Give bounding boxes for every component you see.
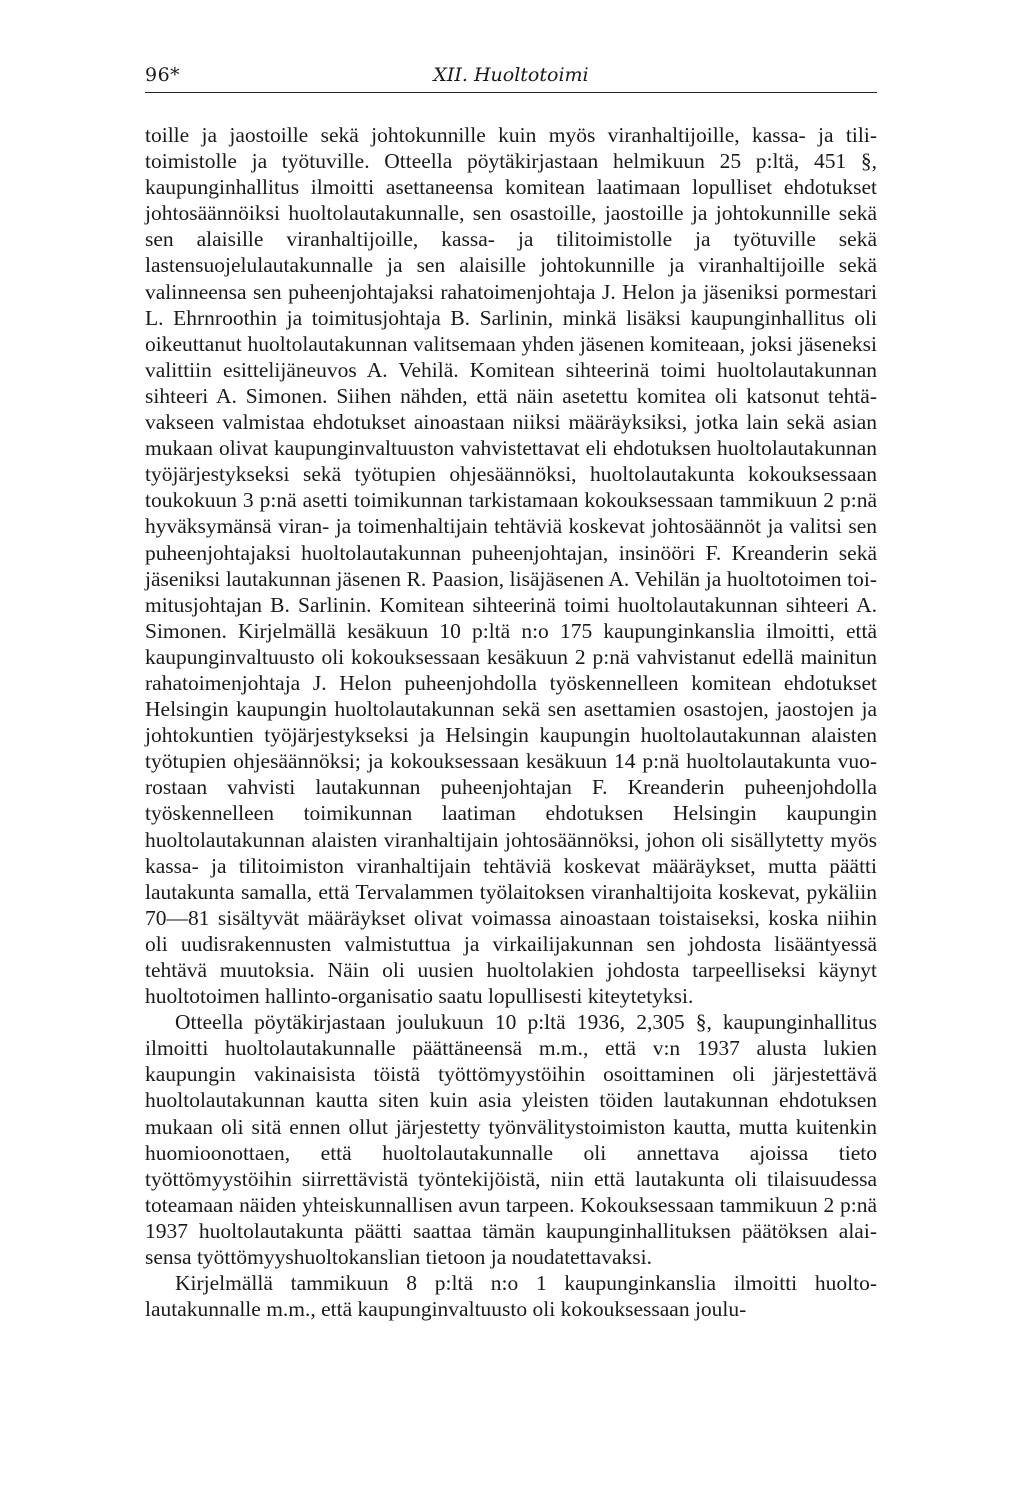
body-text: [145, 122, 877, 1322]
running-header: [145, 58, 877, 94]
paragraph-1: toille ja jaostoille sekä johtokunnille kuin myös viranhaltijoille, kassa- ja tilitoimistolle ja työtuville. Otteella pöytäkirjastaan helmikuun 25 p:ltä, 451 §, kaupunginhallitus ilmoitti asettaneensa komitean laatimaan lopulliset ehdotukset johtosäännöiksi huoltolautakunnalle, sen osastoille, jaostoille ja johtokunnille sekä sen alaisille viranhaltijoille, kassa- ja tilitoimistolle ja työtuville sekä lastensuojelulautakunnalle ja sen alaisille johtokunnille ja viranhaltijoille sekä valinneensa sen puheenjohtajaksi rahatoimenjohtaja J. Helon ja jäseniksi pormestari L. Ehrnroothin ja toimitusjohtaja B. Sarlinin, minkä lisäksi kaupunginhallitus oli oikeuttanut huoltolautakunnan valitsemaan yhden jäsenen komiteaan, joksi jäseneksi valittiin esittelijäneuvos A. Vehilä. Komitean sihteerinä toimi huoltolautakunnan sihteeri A. Simonen. Siihen nähden, että näin asetettu komitea oli katsonut tehtävakseen valmistaa ehdotukset ainoastaan niiksi määräyksiksi, jotka lain sekä asian mukaan olivat kaupunginvaltuuston vahvistettavat eli ehdotuksen huoltolautakunnan työjärjestykseksi sekä työtupien ohjesäännöksi, huoltolautakunta kokouksessaan toukokuun 3 p:nä asetti toimikunnan tarkistamaan kokouksessaan tammikuun 2 p:nä hyväksymänsä viran- ja toimenhaltijain tehtäviä koskevat johtosäännöt ja valitsi sen puheenjohtajaksi huoltolautakunnan puheenjohtajan, insinööri F. Kreanderin sekä jäseniksi lautakunnan jäsenen R. Paasion, lisäjäsenen A. Vehilän ja huoltotoimen toimitusjohtajan B. Sarlinin. Komitean sihteerinä toimi huoltolautakunnan sihteeri A. Simonen. Kirjelmällä kesäkuun 10 p:ltä n:o 175 kaupunginkanslia ilmoitti, että kaupunginvaltuusto oli kokouksessaan kesäkuun 2 p:nä vahvistanut edellä mainitun rahatoimenjohtaja J. Helon puheenjohdolla työskennelleen komitean ehdotukset Helsingin kaupungin huoltolautakunnan sekä sen asettamien osastojen, jaostojen ja johtokuntien työjärjestykseksi ja Helsingin kaupungin huoltolautakunnan alaisten työtupien ohjesäännöksi; ja kokouksessaan kesäkuun 14 p:nä huoltolautakunta vuorostaan vahvisti lautakunnan puheenjohtajan F. Kreanderin puheenjohdolla työskennelleen toimikunnan laatiman ehdotuksen Helsingin kaupungin huoltolautakunnan alaisten viranhaltijain johtosäännöksi, johon oli sisällytetty myös kassa- ja tilitoimiston viranhaltijain tehtäviä koskevat määräykset, mutta päätti lautakunta samalla, että Tervalammen työlaitoksen viranhaltijoita koskevat, pykäliin 70—81 sisältyvät määräykset olivat voimassa ainoastaan toistaiseksi, koska niihin oli uudisrakennusten valmistuttua ja virkailijakunnan sen johdosta lisääntyessä tehtävä muutoksia. Näin oli uusien huoltolakien johdosta tarpeelliseksi käynyt huoltotoimen hallinto-organisatio saatu lopullisesti kiteytetyksi.: [145, 123, 877, 1009]
paragraph-3: Kirjelmällä tammikuun 8 p:ltä n:o 1 kaupunginkanslia ilmoitti huoltolautakunnalle m.m., että kaupunginvaltuusto oli kokouksessaan joulu-: [145, 1271, 877, 1322]
section-title: XII. Huoltotoimi: [433, 64, 589, 86]
header-rule: [145, 92, 877, 93]
page-number: 96*: [145, 64, 181, 86]
paragraph-2: Otteella pöytäkirjastaan joulukuun 10 p:ltä 1936, 2,305 §, kaupunginhallitus ilmoitti huoltolautakunnalle päättäneensä m.m., että v:n 1937 alusta lukien kaupungin vakinaisista töistä työttömyystöihin osoittaminen oli järjestettävä huoltolautakunnan kautta siten kuin asia yleisten töiden lautakunnan ehdotuksen mukaan oli sitä ennen ollut järjestetty työnvälitystoimiston kautta, mutta kuitenkin huomioonottaen, että huoltolautakunnalle oli annettava ajoissa tieto työttömyystöihin siirrettävistä työntekijöistä, niin että lautakunta oli tilaisuudessa toteamaan näiden yhteiskunnallisen avun tarpeen. Kokouksessaan tammikuun 2 p:nä 1937 huoltolautakunta päätti saattaa tämän kaupunginhallituksen päätöksen alaisensa työttömyyshuoltokanslian tietoon ja noudatettavaksi.: [145, 1010, 877, 1270]
